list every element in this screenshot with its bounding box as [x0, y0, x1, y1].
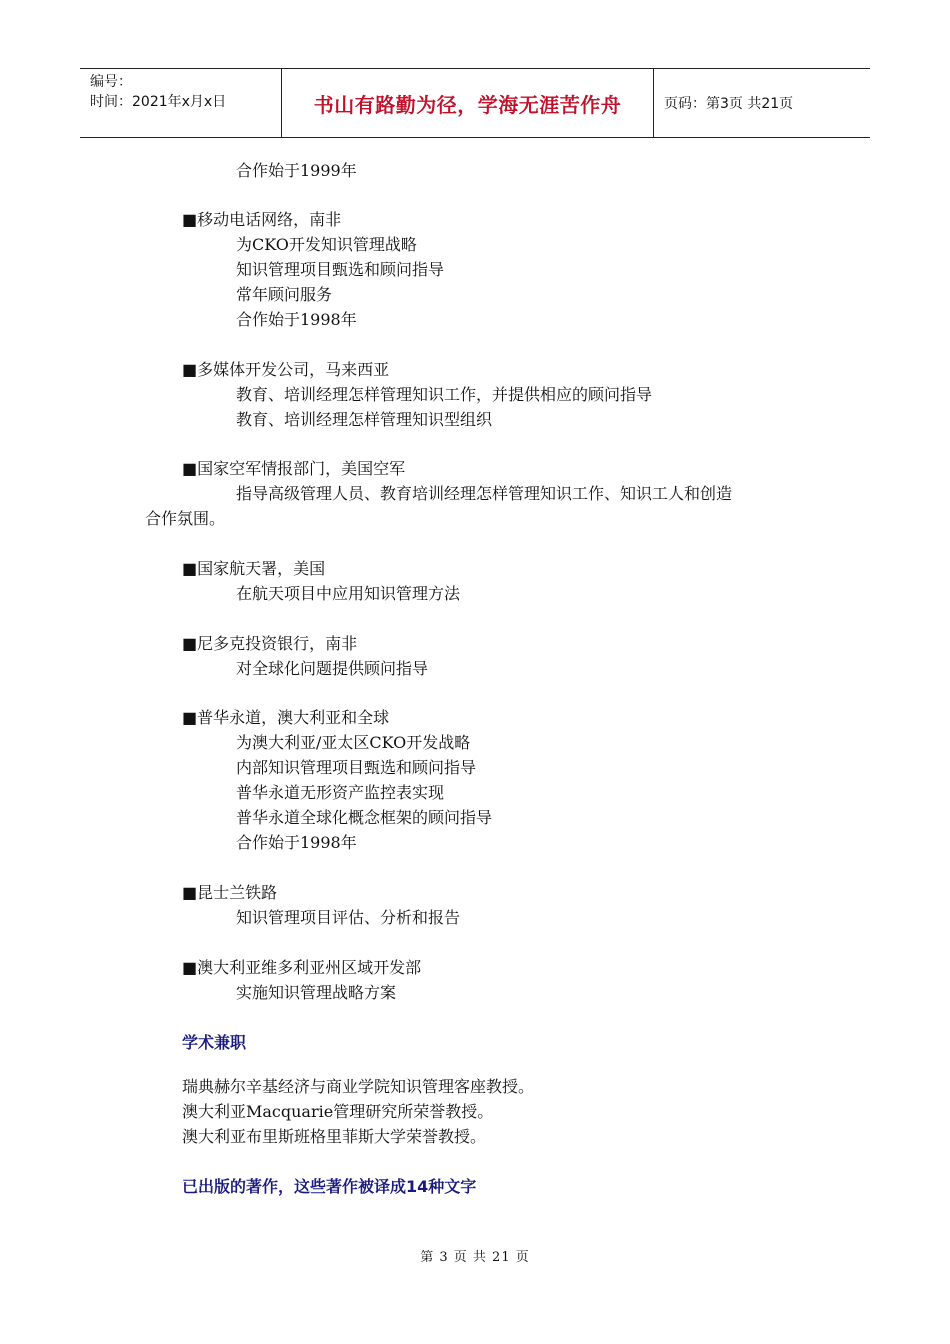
- entry-item: 教育、培训经理怎样管理知识型组织: [236, 410, 493, 429]
- entry-item: 知识管理项目甄选和顾问指导: [236, 260, 445, 279]
- entry-item: 指导高级管理人员、教育培训经理怎样管理知识工作、知识工人和创造: [236, 484, 733, 503]
- entry-item: 教育、培训经理怎样管理知识工作，并提供相应的顾问指导: [236, 385, 653, 404]
- page-header: [80, 68, 870, 138]
- entry-org: ■昆士兰铁路: [182, 883, 278, 902]
- continuation-line: 合作始于1999年: [236, 161, 357, 180]
- entry-item: 普华永道无形资产监控表实现: [236, 783, 445, 802]
- academic-section-title: 学术兼职: [182, 1033, 247, 1052]
- entry-item: 合作始于1998年: [236, 310, 357, 329]
- header-page-info: [654, 69, 870, 137]
- entry-org: ■国家航天署，美国: [182, 559, 326, 578]
- entry-item: 实施知识管理战略方案: [236, 983, 397, 1002]
- page-footer: [0, 1246, 950, 1265]
- entry-item: 知识管理项目评估、分析和报告: [236, 908, 461, 927]
- entry-item: 为澳大利亚/亚太区CKO开发战略: [236, 733, 471, 752]
- entry-org: ■尼多克投资银行，南非: [182, 634, 358, 653]
- entry-org: ■普华永道，澳大利亚和全球: [182, 708, 390, 727]
- document-date: 时间：2021年x月x日: [90, 94, 227, 110]
- header-motto-cell: [282, 69, 654, 137]
- entry-item: 对全球化问题提供顾问指导: [236, 659, 429, 678]
- entry-item: 为CKO开发知识管理战略: [236, 235, 417, 254]
- entry-org: ■移动电话网络，南非: [182, 210, 342, 229]
- entry-org: ■澳大利亚维多利亚州区域开发部: [182, 958, 422, 977]
- entry-item: 合作始于1998年: [236, 833, 357, 852]
- entry-item-wrap: 合作氛围。: [145, 509, 226, 528]
- academic-item: 瑞典赫尔辛基经济与商业学院知识管理客座教授。: [182, 1077, 535, 1096]
- header-motto: 书山有路勤为径，学海无涯苦作舟: [313, 92, 622, 117]
- publications-section-title: 已出版的著作，这些著作被译成14种文字: [182, 1177, 477, 1196]
- entry-org: ■国家空军情报部门，美国空军: [182, 459, 406, 478]
- entry-item: 在航天项目中应用知识管理方法: [236, 584, 461, 603]
- academic-item: 澳大利亚Macquarie管理研究所荣誉教授。: [182, 1102, 494, 1121]
- header-meta: [80, 69, 282, 137]
- entry-org: ■多媒体开发公司，马来西亚: [182, 360, 390, 379]
- entry-item: 普华永道全球化概念框架的顾问指导: [236, 808, 493, 827]
- academic-item: 澳大利亚布里斯班格里菲斯大学荣誉教授。: [182, 1127, 487, 1146]
- page-info: 页码：第3页 共21页: [664, 96, 794, 112]
- entry-item: 常年顾问服务: [236, 285, 333, 304]
- entry-item: 内部知识管理项目甄选和顾问指导: [236, 758, 477, 777]
- document-number: 编号：: [90, 74, 132, 90]
- footer-page-number: 第 3 页 共 21 页: [420, 1250, 530, 1265]
